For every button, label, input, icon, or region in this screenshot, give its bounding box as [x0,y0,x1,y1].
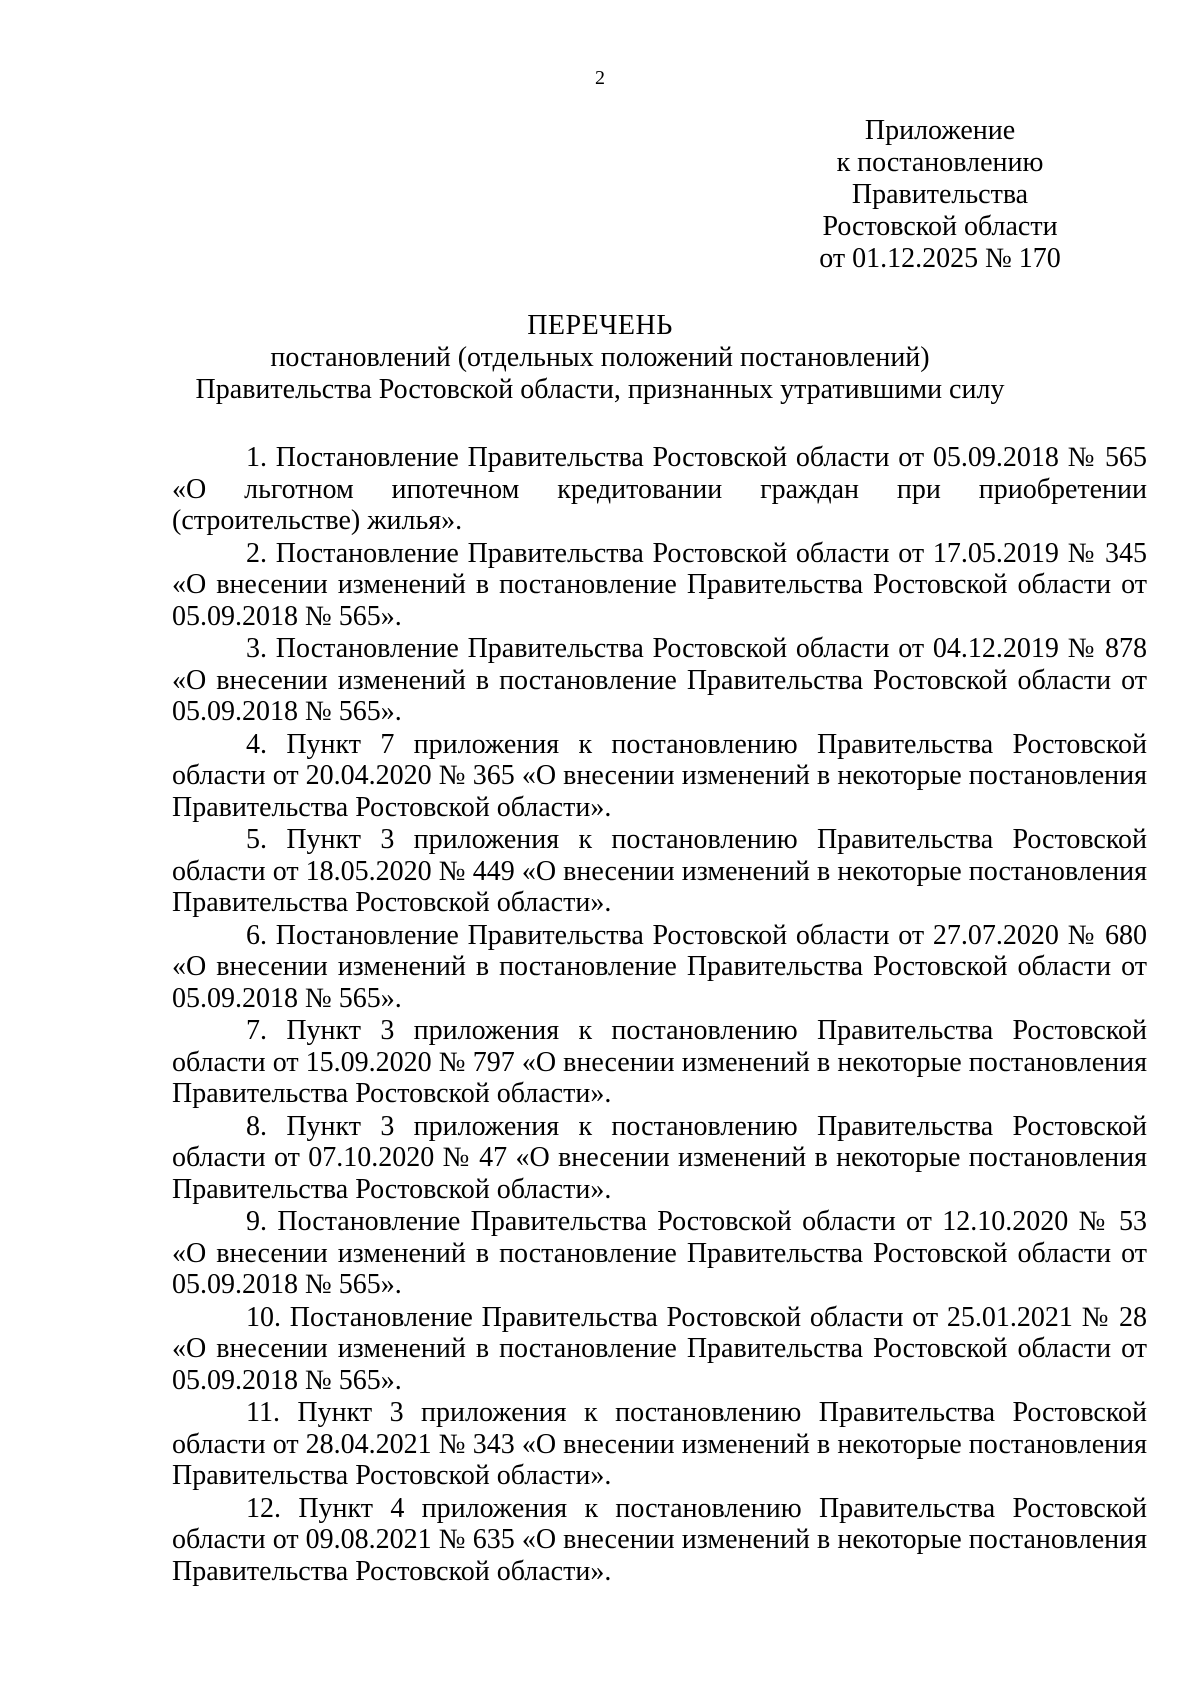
document-subtitle-line: постановлений (отдельных положений постановлений) [270,342,930,373]
list-item: 9. Постановление Правительства Ростовской области от 12.10.2020 № 53 «О внесении изменений в постановление Правительства Ростовской области от 05.09.2018 № 565». [172,1206,1147,1300]
appendix-block [790,115,1090,275]
appendix-line: от 01.12.2025 № 170 [819,243,1061,274]
list-item: 8. Пункт 3 приложения к постановлению Правительства Ростовской области от 07.10.2020 № 47 «О внесении изменений в некоторые постановления Правительства Ростовской области». [172,1110,1147,1205]
list-item: 6. Постановление Правительства Ростовской области от 27.07.2020 № 680 «О внесении изменений в постановление Правительства Ростовской области от 05.09.2018 № 565». [172,919,1147,1014]
appendix-line: Правительства [851,179,1029,210]
list-item: 10. Постановление Правительства Ростовской области от 25.01.2021 № 28 «О внесении изменений в постановление Правительства Ростовской области от 05.09.2018 № 565». [172,1301,1147,1396]
resolutions-list [172,442,1147,1588]
appendix-line: Приложение [864,115,1016,146]
list-item: 7. Пункт 3 приложения к постановлению Правительства Ростовской области от 15.09.2020 № 797 «О внесении изменений в некоторые постановления Правительства Ростовской области». [172,1015,1147,1109]
document-subtitle-line: Правительства Ростовской области, признанных утратившими силу [195,374,1005,405]
list-item: 2. Постановление Правительства Ростовской области от 17.05.2019 № 345 «О внесении изменений в постановление Правительства Ростовской области от 05.09.2018 № 565». [172,537,1147,632]
list-item: 12. Пункт 4 приложения к постановлению Правительства Ростовской области от 09.08.2021 № 635 «О внесении изменений в некоторые постановления Правительства Ростовской области». [172,1492,1147,1587]
list-item: 11. Пункт 3 приложения к постановлению Правительства Ростовской области от 28.04.2021 № 343 «О внесении изменений в некоторые постановления Правительства Ростовской области». [172,1397,1147,1491]
list-item: 1. Постановление Правительства Ростовской области от 05.09.2018 № 565 «О льготном ипотечном кредитовании граждан при приобретении (строительстве) жилья». [172,442,1147,536]
list-item: 4. Пункт 7 приложения к постановлению Правительства Ростовской области от 20.04.2020 № 365 «О внесении изменений в некоторые постановления Правительства Ростовской области». [172,728,1147,823]
document-title: ПЕРЕЧЕНЬ [527,310,673,341]
list-item: 3. Постановление Правительства Ростовской области от 04.12.2019 № 878 «О внесении изменений в постановление Правительства Ростовской области от 05.09.2018 № 565». [172,633,1147,727]
document-heading [0,310,1200,406]
page-number: 2 [595,67,605,89]
appendix-line: к постановлению [836,147,1044,178]
list-item: 5. Пункт 3 приложения к постановлению Правительства Ростовской области от 18.05.2020 № 449 «О внесении изменений в некоторые постановления Правительства Ростовской области». [172,824,1147,918]
appendix-line: Ростовской области [822,211,1058,242]
